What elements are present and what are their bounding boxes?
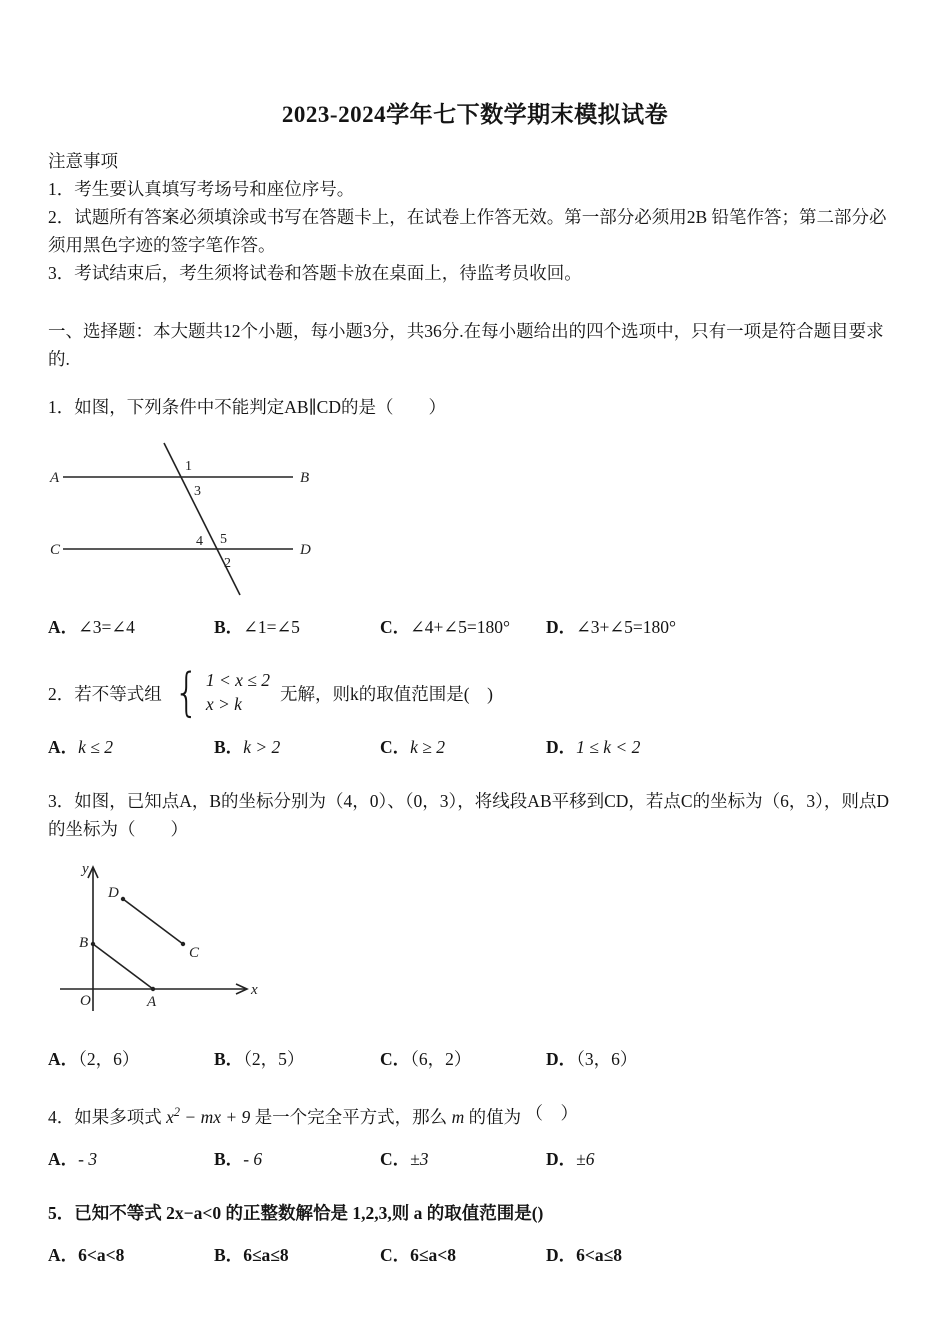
section-1-heading: 一、选择题：本大题共12个小题，每小题3分，共36分.在每小题给出的四个选项中，只有一项是符合题目要求的. [48, 321, 884, 369]
q3-figure [48, 859, 288, 1031]
notice-block [48, 147, 902, 287]
q3-option-a: A．（2，6） [48, 1049, 140, 1069]
x-label: x [251, 982, 258, 998]
C-label: C [189, 945, 200, 961]
notice-heading: 注意事项 [48, 151, 118, 171]
q1-stem: 1．如图，下列条件中不能判定AB∥CD的是（ ） [48, 397, 446, 417]
y-label: y [82, 861, 89, 877]
notice-item-2: 2．试题所有答案必须填涂或书写在答题卡上，在试卷上作答无效。第一部分必须用2B 铅笔作答；第二部分必须用黑色字迹的签字笔作答。 [48, 207, 887, 255]
page-title: 2023-2024学年七下数学期末模拟试卷 [281, 102, 669, 127]
system-brace: { [173, 663, 199, 723]
q3-stem: 3．如图，已知点A，B的坐标分别为（4，0）、（0，3），将线段AB平移到CD，若点C的坐标为（6，3），则点D的坐标为（ ） [48, 791, 889, 839]
q5-options [48, 1241, 902, 1269]
notice-item-3: 3．考试结束后，考生须将试卷和答题卡放在桌面上，待监考员收回。 [48, 263, 582, 283]
point-C [181, 942, 185, 946]
angle-1-label: 1 [185, 459, 192, 474]
transversal-line [164, 443, 240, 595]
A-label: A [147, 994, 157, 1010]
point-D [121, 897, 125, 901]
q4-option-d: D．±6 [546, 1149, 595, 1169]
q4-option-c: C．±3 [380, 1149, 429, 1169]
q5-option-c: C．6≤a<8 [380, 1245, 456, 1265]
angle-3-label: 3 [194, 484, 201, 499]
q2-stem-after: 无解，则k的取值范围是( ) [280, 683, 493, 704]
label-C: C [50, 542, 61, 558]
q2-inequality-2: x > k [205, 694, 242, 714]
q1-figure [48, 437, 348, 599]
q2-inequality-1: 1 < x ≤ 2 [205, 670, 271, 691]
q1-option-b: B．∠1=∠5 [214, 617, 300, 637]
angle-2-label: 2 [224, 556, 231, 571]
label-B: B [300, 470, 310, 486]
q2-inequality-system [206, 669, 270, 716]
origin-label: O [80, 993, 91, 1009]
angle-4-label: 4 [196, 534, 203, 549]
q5-stem: 5．已知不等式 2x−a<0 的正整数解恰是 1,2,3,则 a 的取值范围是() [48, 1203, 544, 1223]
q2-option-d: D．1 ≤ k < 2 [546, 737, 641, 757]
q5-option-a: A．6<a<8 [48, 1245, 125, 1265]
q4-formula-m: m [451, 1107, 465, 1127]
q3-options [48, 1045, 902, 1073]
segment-BA [93, 944, 153, 989]
q4-stem [48, 1099, 902, 1131]
q4-option-a: A．- 3 [48, 1149, 98, 1169]
q1-option-d: D．∠3+∠5=180° [546, 617, 676, 637]
q2-stem-before: 2．若不等式组 [48, 683, 162, 704]
q2-options [48, 733, 902, 761]
angle-5-label: 5 [220, 532, 227, 547]
q3-option-c: C．（6，2） [380, 1049, 472, 1069]
q4-answer-paren: （ ） [525, 1103, 578, 1123]
notice-item-1: 1．考生要认真填写考场号和座位序号。 [48, 179, 355, 199]
q1-option-c: C．∠4+∠5=180° [380, 617, 510, 637]
q3-option-b: B．（2，5） [214, 1049, 305, 1069]
q4-stem-before: 4．如果多项式 [48, 1107, 162, 1127]
label-A: A [50, 470, 60, 486]
q2-option-b: B．k > 2 [214, 737, 281, 757]
q2-stem [48, 663, 902, 723]
segment-DC [123, 899, 183, 944]
point-B [91, 942, 95, 946]
q2-option-a: A．k ≤ 2 [48, 737, 114, 757]
D-label: D [108, 885, 119, 901]
label-D: D [300, 542, 311, 558]
q4-stem-after: 的值为 [468, 1107, 522, 1127]
q3-option-d: D．（3，6） [546, 1049, 638, 1069]
point-A [151, 987, 155, 991]
q4-option-b: B．- 6 [214, 1149, 263, 1169]
B-label: B [79, 935, 89, 951]
q1-option-a: A．∠3=∠4 [48, 617, 135, 637]
q1-options [48, 613, 902, 641]
q2-option-c: C．k ≥ 2 [380, 737, 446, 757]
q4-formula: $x^2$ − mx + 9 [166, 1105, 251, 1127]
q4-options [48, 1145, 902, 1173]
q4-stem-mid: 是一个完全平方式，那么 [254, 1107, 448, 1127]
q5-option-d: D．6<a≤8 [546, 1245, 622, 1265]
q5-option-b: B．6≤a≤8 [214, 1245, 289, 1265]
